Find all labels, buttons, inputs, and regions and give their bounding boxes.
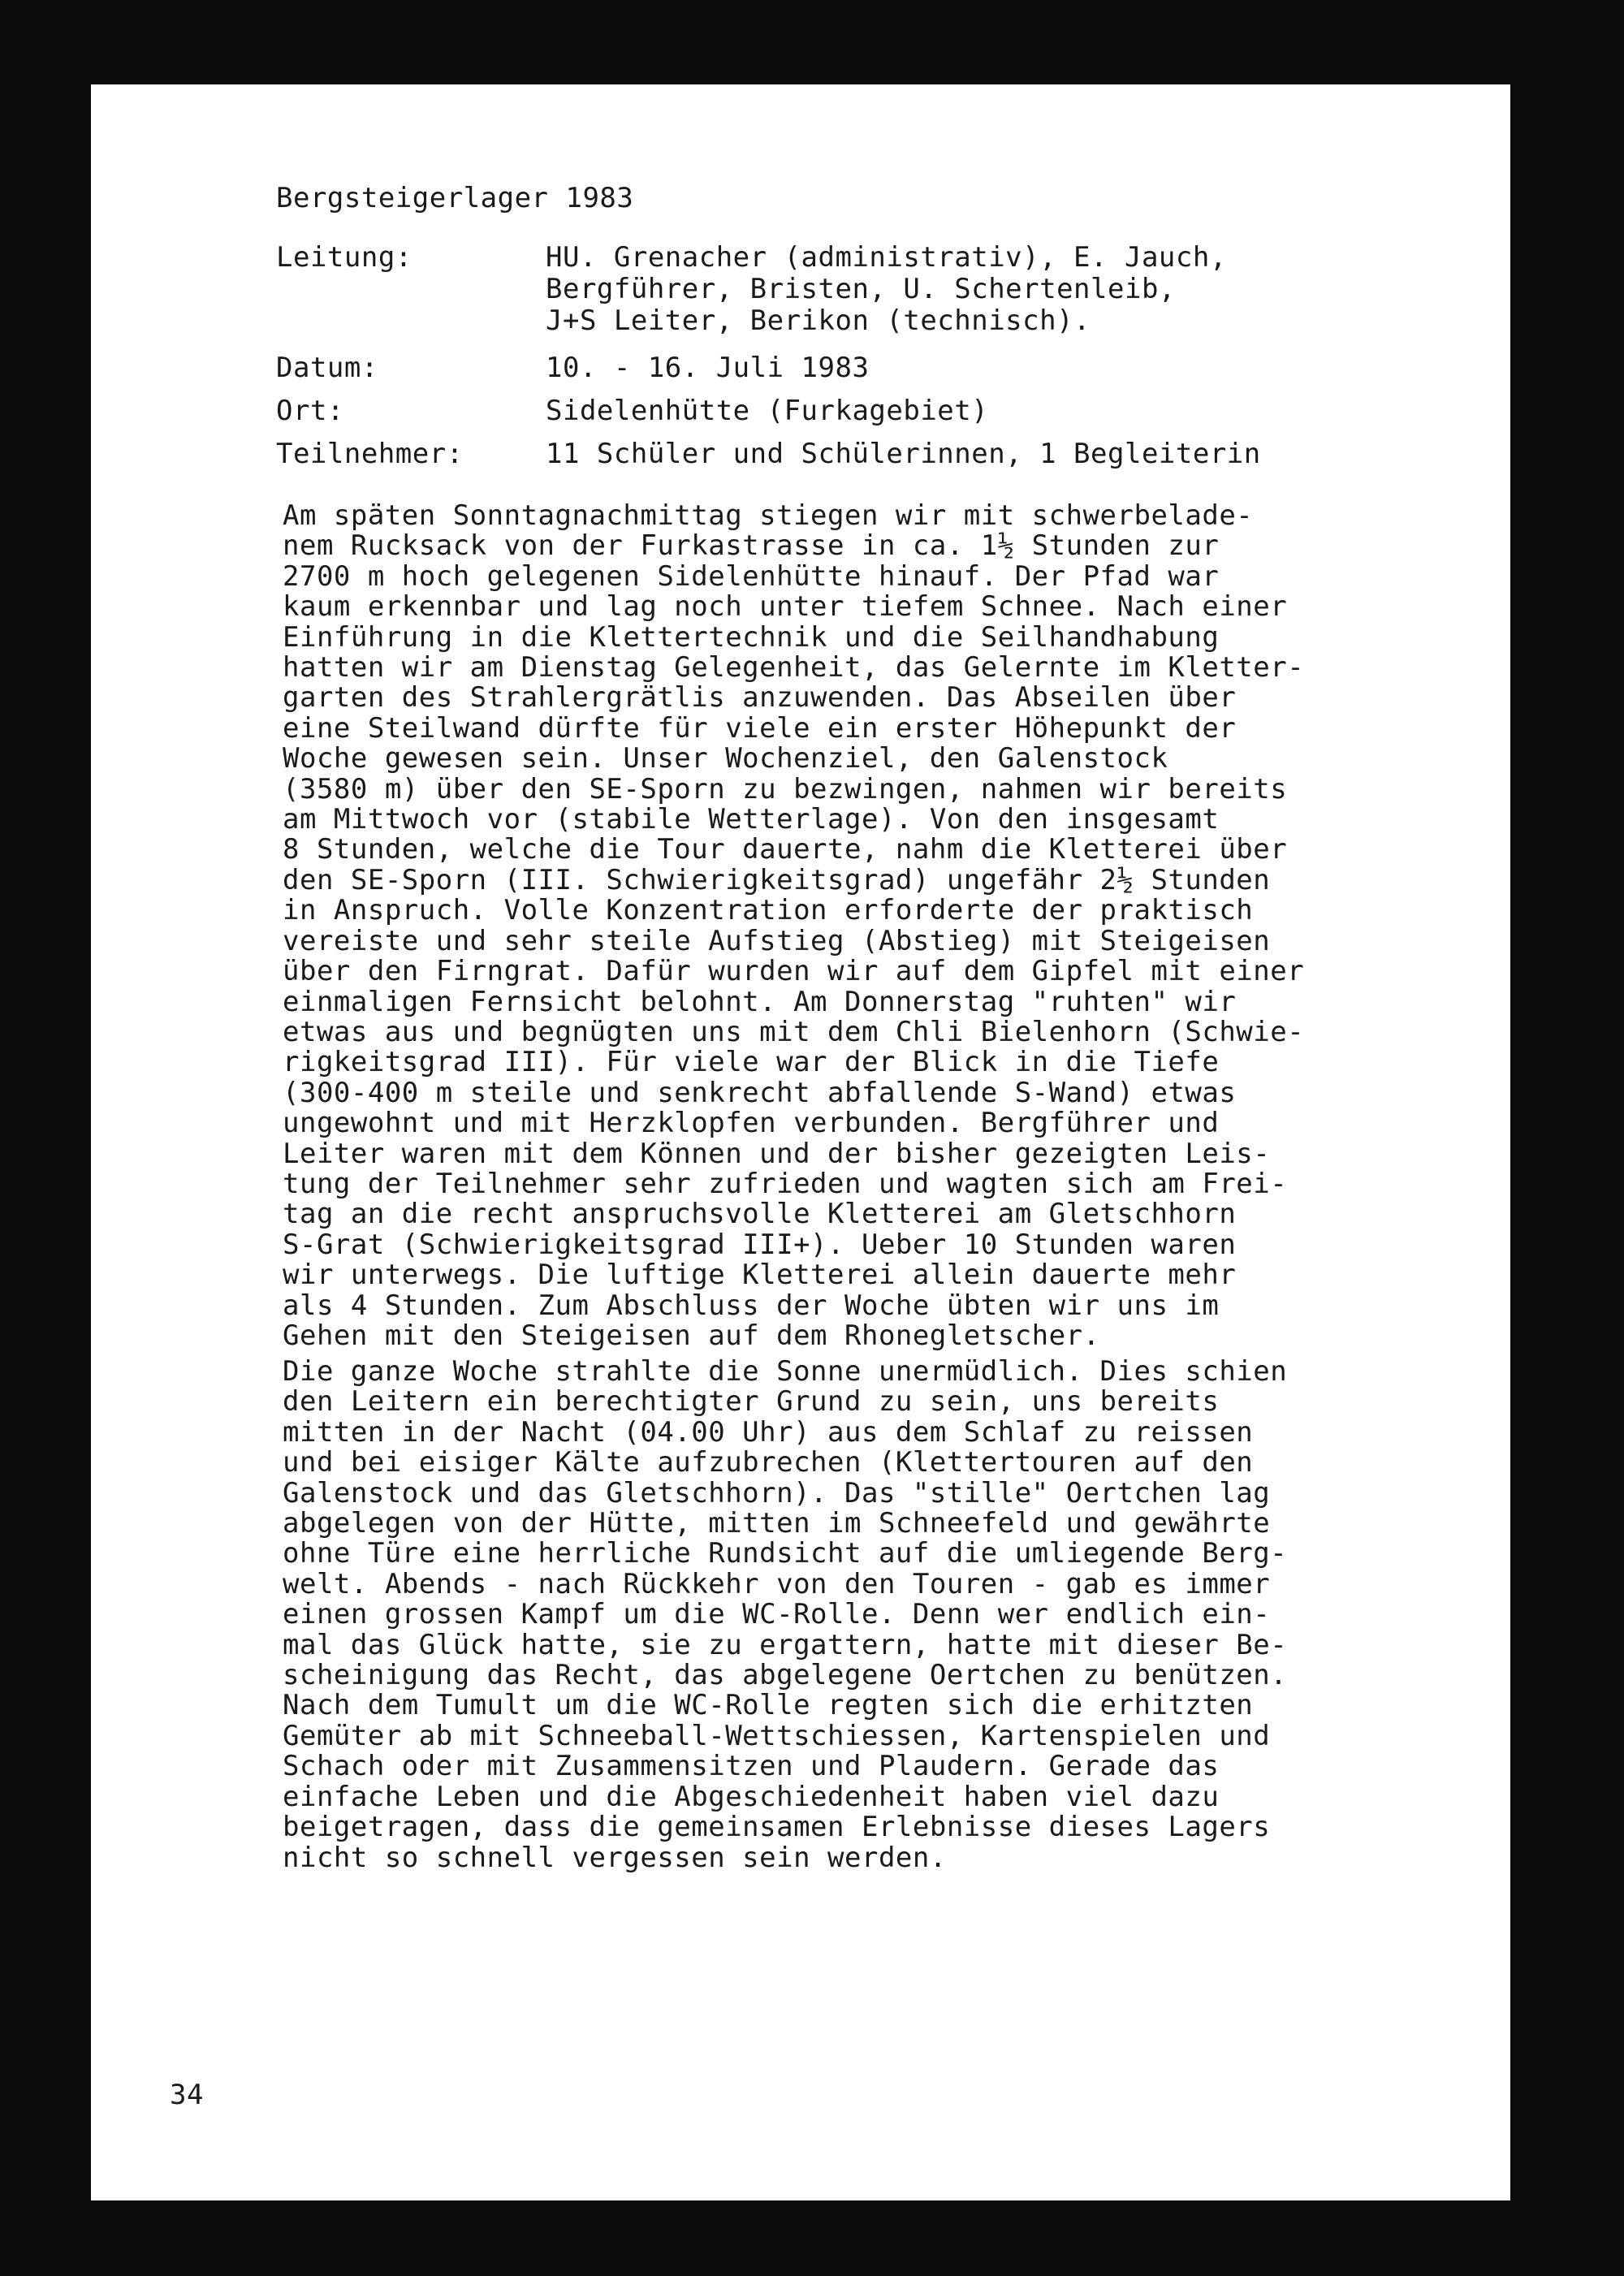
text-line: (3580 m) über den SE-Sporn zu bezwingen, nahmen wir bereits: [283, 772, 1288, 805]
info-label-leitung: Leitung:: [276, 241, 412, 274]
info-line: HU. Grenacher (administrativ), E. Jauch,: [546, 241, 1227, 274]
text-line: Leiter waren mit dem Können und der bisher gezeigten Leis-: [283, 1137, 1271, 1170]
text-line: kaum erkennbar und lag noch unter tiefem Schnee. Nach einer: [283, 590, 1288, 624]
info-line: Sidelenhütte (Furkagebiet): [546, 395, 989, 427]
body-paragraph-2: [283, 1357, 1419, 1873]
text-line: den Leitern ein berechtigter Grund zu sein, uns bereits: [283, 1385, 1220, 1419]
text-line: garten des Strahlergrätlis anzuwenden. Das Abseilen über: [283, 681, 1237, 715]
info-value-teilnehmer: [546, 438, 1406, 470]
text-line: am Mittwoch vor (stabile Wetterlage). Von den insgesamt: [283, 803, 1220, 836]
text-line: 2700 m hoch gelegenen Sidelenhütte hinauf. Der Pfad war: [283, 559, 1220, 593]
info-line: 10. - 16. Juli 1983: [546, 352, 870, 384]
info-label-datum: Datum:: [276, 352, 378, 384]
text-line: nicht so schnell vergessen sein werden.: [283, 1841, 947, 1874]
text-line: vereiste und sehr steile Aufstieg (Abstieg) mit Steigeisen: [283, 924, 1271, 957]
text-line: den SE-Sporn (III. Schwierigkeitsgrad) ungefähr 2½ Stunden: [283, 863, 1271, 896]
text-line: tag an die recht anspruchsvolle Kletterei am Gletschhorn: [283, 1198, 1237, 1231]
text-line: nem Rucksack von der Furkastrasse in ca. 1½ Stunden zur: [283, 529, 1220, 563]
info-line: J+S Leiter, Berikon (technisch).: [546, 304, 1091, 337]
text-line: Die ganze Woche strahlte die Sonne unermüdlich. Dies schien: [283, 1355, 1288, 1388]
text-line: Gemüter ab mit Schneeball-Wettschiessen, Kartenspielen und: [283, 1719, 1271, 1752]
text-line: über den Firngrat. Dafür wurden wir auf dem Gipfel mit einer: [283, 955, 1305, 988]
info-line: 11 Schüler und Schülerinnen, 1 Begleiterin: [546, 438, 1261, 470]
text-line: Einführung in die Klettertechnik und die Seilhandhabung: [283, 620, 1220, 654]
text-line: eine Steilwand dürfte für viele ein erster Höhepunkt der: [283, 711, 1237, 745]
text-line: einmaligen Fernsicht belohnt. Am Donnerstag "ruhten" wir: [283, 985, 1237, 1018]
info-line: Bergführer, Bristen, U. Schertenleib,: [546, 273, 1176, 305]
text-line: ohne Türe eine herrliche Rundsicht auf die umliegende Berg-: [283, 1537, 1288, 1570]
text-line: als 4 Stunden. Zum Abschluss der Woche übten wir uns im: [283, 1289, 1220, 1322]
text-line: ungewohnt und mit Herzklopfen verbunden. Bergführer und: [283, 1107, 1220, 1140]
text-line: Schach oder mit Zusammensitzen und Plaudern. Gerade das: [283, 1750, 1220, 1783]
text-line: in Anspruch. Volle Konzentration erforderte der praktisch: [283, 894, 1254, 927]
body-paragraph-1: [283, 501, 1419, 1351]
text-line: mitten in der Nacht (04.00 Uhr) aus dem Schlaf zu reissen: [283, 1415, 1254, 1449]
info-value-datum: [546, 352, 1406, 384]
text-line: mal das Glück hatte, sie zu ergattern, hatte mit dieser Be-: [283, 1628, 1288, 1661]
text-line: Galenstock und das Gletschhorn). Das "stille" Oertchen lag: [283, 1476, 1271, 1509]
text-line: Nach dem Tumult um die WC-Rolle regten sich die erhitzten: [283, 1689, 1254, 1722]
text-line: beigetragen, dass die gemeinsamen Erlebnisse dieses Lagers: [283, 1811, 1271, 1844]
text-line: Am späten Sonntagnachmittag stiegen wir mit schwerbelade-: [283, 499, 1254, 532]
text-line: scheinigung das Recht, das abgelegene Oertchen zu benützen.: [283, 1659, 1288, 1692]
text-line: einfache Leben und die Abgeschiedenheit haben viel dazu: [283, 1780, 1220, 1813]
text-line: etwas aus und begnügten uns mit dem Chli Bielenhorn (Schwie-: [283, 1015, 1305, 1048]
text-line: Gehen mit den Steigeisen auf dem Rhonegletscher.: [283, 1319, 1100, 1352]
text-line: hatten wir am Dienstag Gelegenheit, das Gelernte im Kletter-: [283, 651, 1305, 685]
document-title: Bergsteigerlager 1983: [276, 182, 634, 214]
document-page: [91, 84, 1510, 2200]
page-number: 34: [170, 2079, 204, 2111]
text-line: abgelegen von der Hütte, mitten im Schneefeld und gewährte: [283, 1507, 1271, 1540]
text-line: welt. Abends - nach Rückkehr von den Touren - gab es immer: [283, 1567, 1271, 1600]
text-line: wir unterwegs. Die luftige Kletterei allein dauerte mehr: [283, 1259, 1237, 1292]
info-value-ort: [546, 395, 1406, 427]
text-line: und bei eisiger Kälte aufzubrechen (Klettertouren auf den: [283, 1446, 1254, 1479]
info-value-leitung: [546, 242, 1406, 337]
text-line: (300-400 m steile und senkrecht abfallende S-Wand) etwas: [283, 1076, 1237, 1109]
text-line: 8 Stunden, welche die Tour dauerte, nahm die Kletterei über: [283, 833, 1288, 866]
text-line: rigkeitsgrad III). Für viele war der Blick in die Tiefe: [283, 1046, 1220, 1079]
text-line: S-Grat (Schwierigkeitsgrad III+). Ueber 10 Stunden waren: [283, 1228, 1237, 1261]
info-label-teilnehmer: Teilnehmer:: [276, 438, 464, 470]
info-label-ort: Ort:: [276, 395, 344, 427]
text-line: Woche gewesen sein. Unser Wochenziel, den Galenstock: [283, 742, 1168, 775]
text-line: einen grossen Kampf um die WC-Rolle. Denn wer endlich ein-: [283, 1598, 1271, 1631]
text-line: tung der Teilnehmer sehr zufrieden und wagten sich am Frei-: [283, 1167, 1288, 1200]
